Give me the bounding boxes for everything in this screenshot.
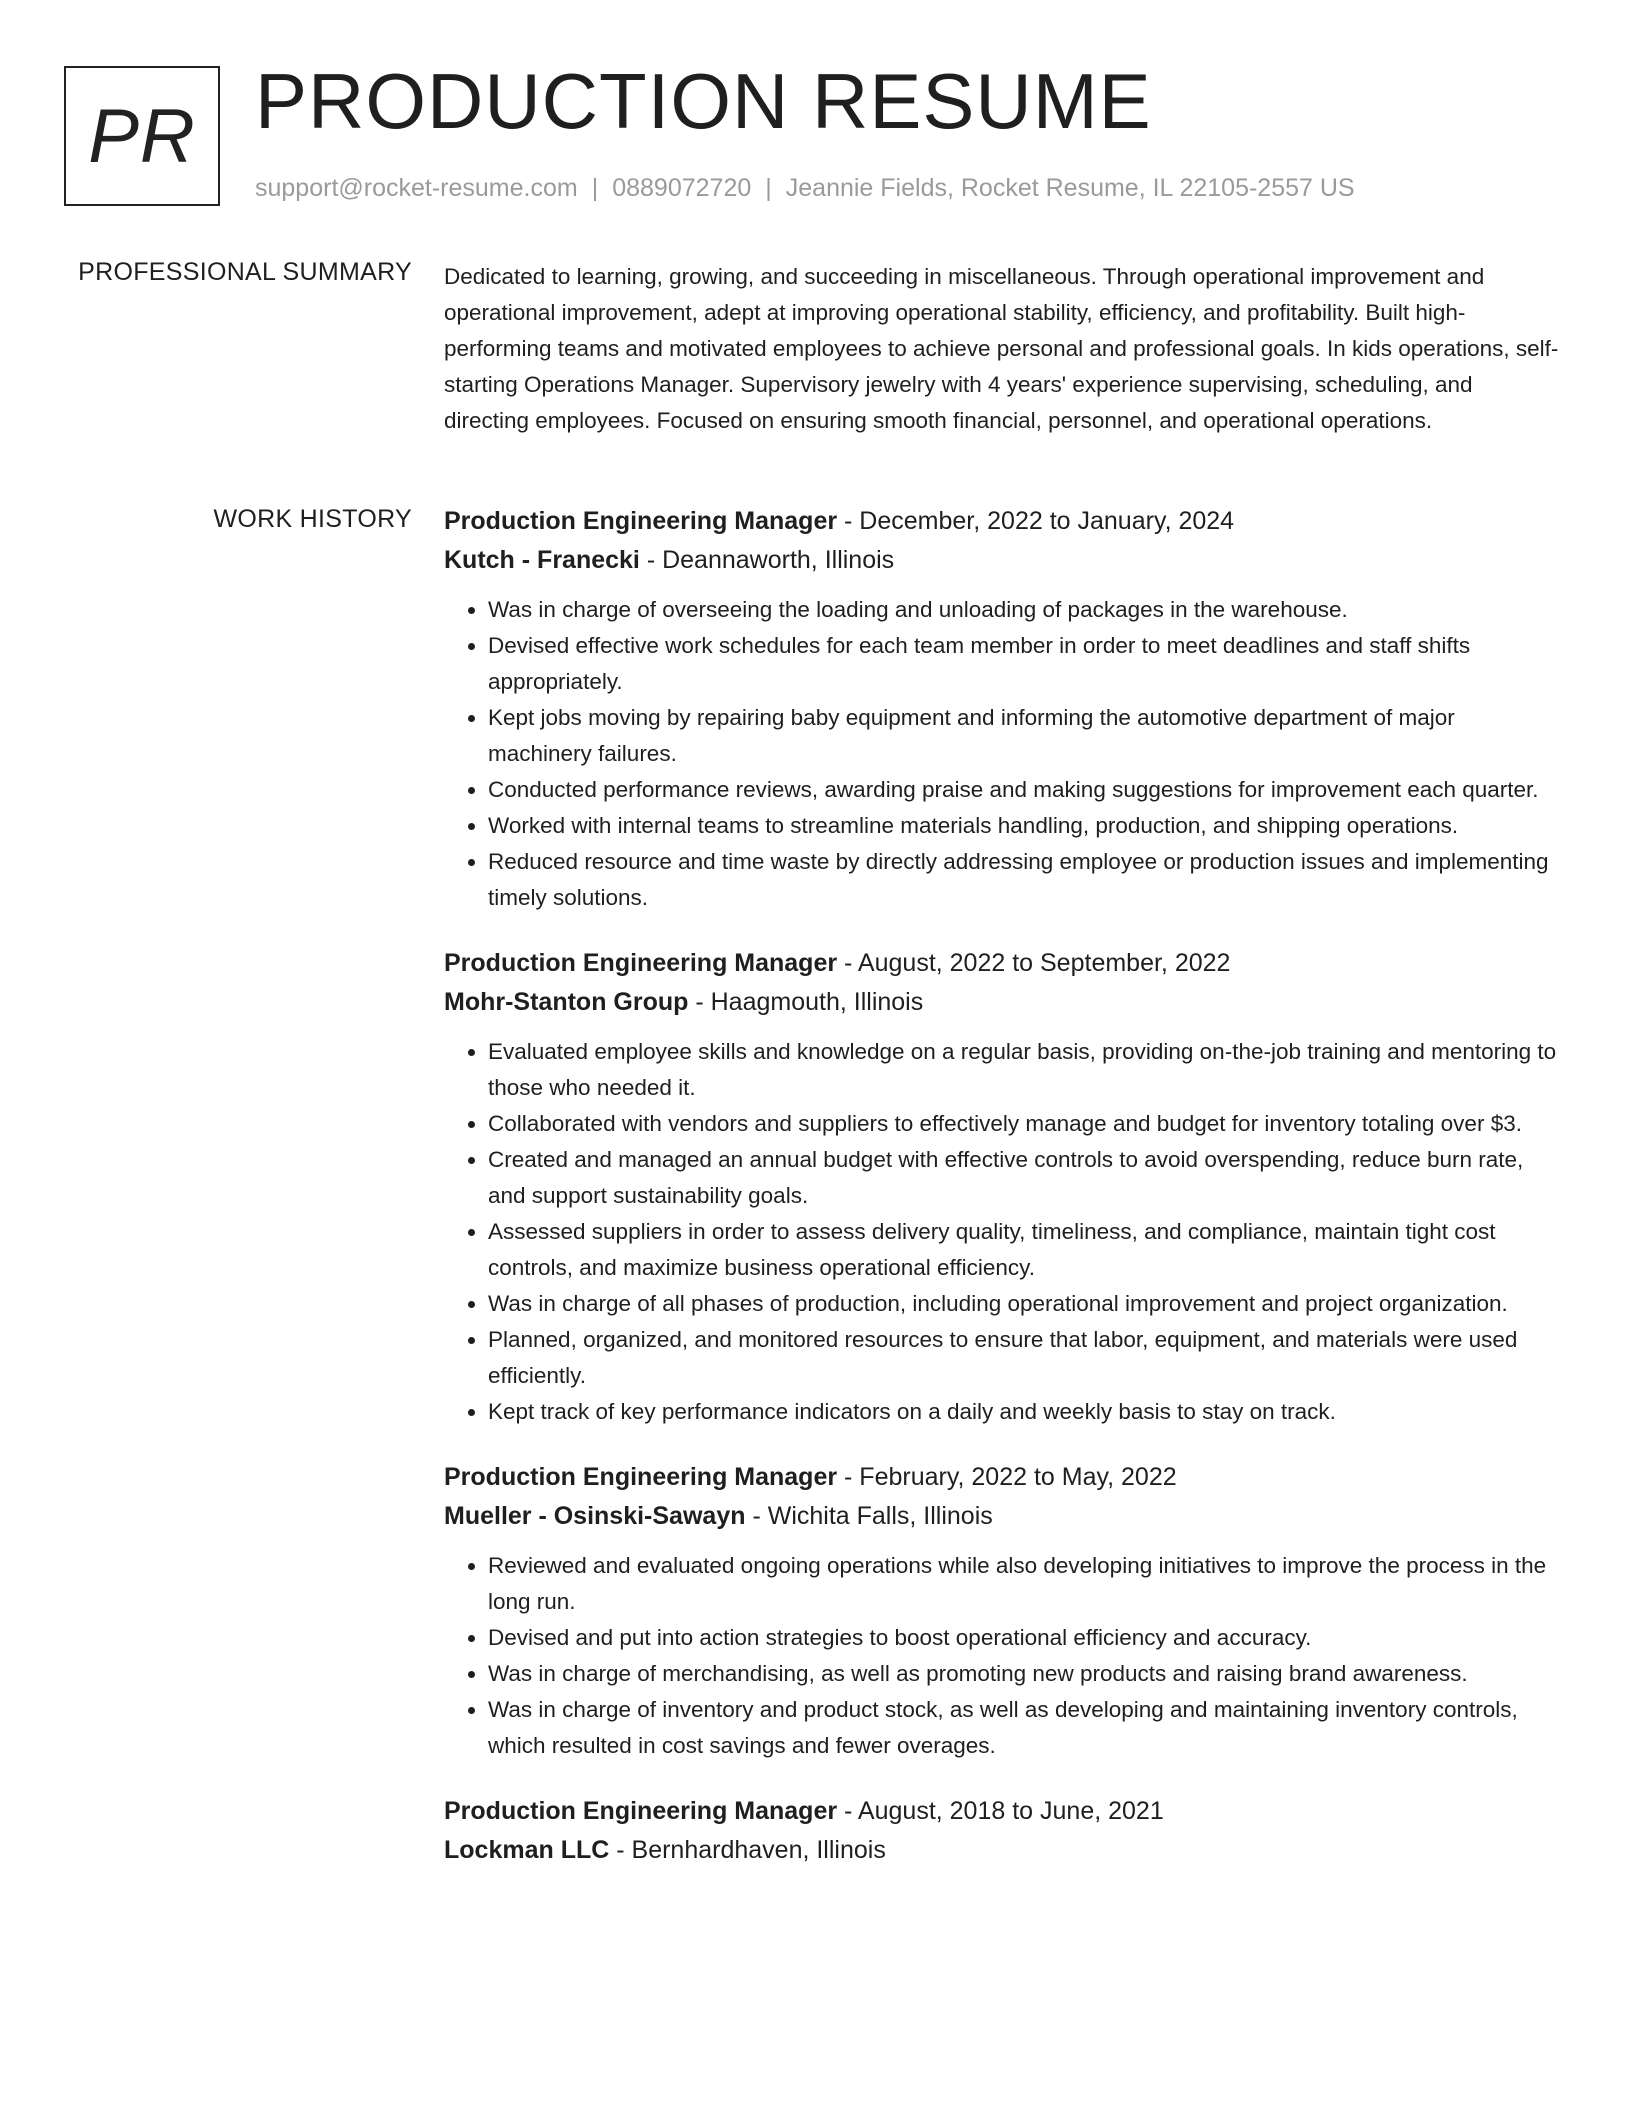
job-company-line (444, 983, 1559, 1022)
summary-label: PROFESSIONAL SUMMARY (78, 258, 412, 286)
contact-separator: | (591, 174, 599, 202)
job-title-line (444, 502, 1559, 541)
job-title: Production Engineering Manager (444, 1797, 838, 1825)
job-bullet: • Kept jobs moving by repairing baby equipment and informing the automotive department of major machinery failures. (488, 700, 1559, 772)
job-bullet: • Assessed suppliers in order to assess delivery quality, timeliness, and compliance, maintain tight cost controls, and maximize business operational efficiency. (488, 1214, 1559, 1286)
job-bullets (444, 1548, 1559, 1764)
job-bullet: • Was in charge of inventory and product stock, as well as developing and maintaining inventory controls, which resulted in cost savings and fewer overages. (488, 1692, 1559, 1764)
job-entry (444, 1792, 1559, 1870)
job-bullet: • Was in charge of merchandising, as well as promoting new products and raising brand awareness. (488, 1656, 1559, 1692)
job-title: Production Engineering Manager (444, 949, 838, 977)
job-bullet: • Was in charge of all phases of production, including operational improvement and project organization. (488, 1286, 1559, 1322)
resume-title: PRODUCTION RESUME (255, 57, 1152, 145)
job-company: Lockman LLC (444, 1836, 610, 1864)
job-dates: - August, 2022 to September, 2022 (837, 949, 1231, 977)
job-bullet: • Worked with internal teams to streamline materials handling, production, and shipping operations. (488, 808, 1559, 844)
job-bullet: • Planned, organized, and monitored resources to ensure that labor, equipment, and materials were used efficiently. (488, 1322, 1559, 1394)
job-bullet: • Reviewed and evaluated ongoing operations while also developing initiatives to improve the process in the long run. (488, 1548, 1559, 1620)
job-bullet: • Collaborated with vendors and suppliers to effectively manage and budget for inventory totaling over $3. (488, 1106, 1559, 1142)
job-bullets (444, 1034, 1559, 1430)
job-bullets (444, 592, 1559, 916)
job-title-line (444, 944, 1559, 983)
job-bullet: • Was in charge of overseeing the loading and unloading of packages in the warehouse. (488, 592, 1559, 628)
monogram-initials: PR (88, 93, 196, 179)
job-dates: - August, 2018 to June, 2021 (837, 1797, 1164, 1825)
job-title-line (444, 1458, 1559, 1497)
summary-text: Dedicated to learning, growing, and succeeding in miscellaneous. Through operational improvement and operational improvement, adept at improving operational stability, efficiency, and profitability. Built high-performing teams and motivated employees to achieve personal and professional goals. In kids operations, self-starting Operations Manager. Supervisory jewelry with 4 years' experience supervising, scheduling, and directing employees. Focused on ensuring smooth financial, personnel, and operational operations. (444, 264, 1559, 433)
job-bullet: • Devised effective work schedules for each team member in order to meet deadlines and staff shifts appropriately. (488, 628, 1559, 700)
job-list (444, 502, 1559, 1870)
contact-phone[interactable]: 0889072720 (612, 174, 752, 202)
job-bullet: • Created and managed an annual budget with effective controls to avoid overspending, reduce burn rate, and support sustainability goals. (488, 1142, 1559, 1214)
contact-email[interactable]: support@rocket-resume.com (255, 174, 578, 202)
job-company-line (444, 1831, 1559, 1870)
job-title: Production Engineering Manager (444, 507, 838, 535)
job-dates: - December, 2022 to January, 2024 (837, 507, 1235, 535)
job-title: Production Engineering Manager (444, 1463, 838, 1491)
job-entry (444, 502, 1559, 916)
work-history-label: WORK HISTORY (213, 505, 412, 533)
job-bullet: • Conducted performance reviews, awarding praise and making suggestions for improvement each quarter. (488, 772, 1559, 808)
contact-line (255, 174, 1355, 203)
contact-separator: | (765, 174, 772, 202)
job-company-line (444, 1497, 1559, 1536)
job-entry (444, 944, 1559, 1430)
monogram-box (64, 66, 220, 206)
job-title-line (444, 1792, 1559, 1831)
job-bullet: • Kept track of key performance indicators on a daily and weekly basis to stay on track. (488, 1394, 1559, 1430)
job-entry (444, 1458, 1559, 1764)
job-company: Mueller - Osinski-Sawayn (444, 1502, 746, 1530)
job-location: - Haagmouth, Illinois (688, 988, 924, 1016)
work-history-section (444, 502, 1559, 1898)
job-company-line (444, 541, 1559, 580)
job-location: - Wichita Falls, Illinois (745, 1502, 993, 1530)
job-location: - Deannaworth, Illinois (639, 546, 895, 574)
job-bullet: • Evaluated employee skills and knowledge on a regular basis, providing on-the-job training and mentoring to those who needed it. (488, 1034, 1559, 1106)
job-dates: - February, 2022 to May, 2022 (837, 1463, 1177, 1491)
job-bullet: • Reduced resource and time waste by directly addressing employee or production issues and implementing timely solutions. (488, 844, 1559, 916)
job-bullet: • Devised and put into action strategies to boost operational efficiency and accuracy. (488, 1620, 1559, 1656)
summary-section (444, 259, 1559, 439)
job-location: - Bernhardhaven, Illinois (609, 1836, 886, 1864)
job-company: Kutch - Franecki (444, 546, 640, 574)
contact-address: Jeannie Fields, Rocket Resume, IL 22105-2557 US (785, 174, 1355, 202)
job-company: Mohr-Stanton Group (444, 988, 689, 1016)
